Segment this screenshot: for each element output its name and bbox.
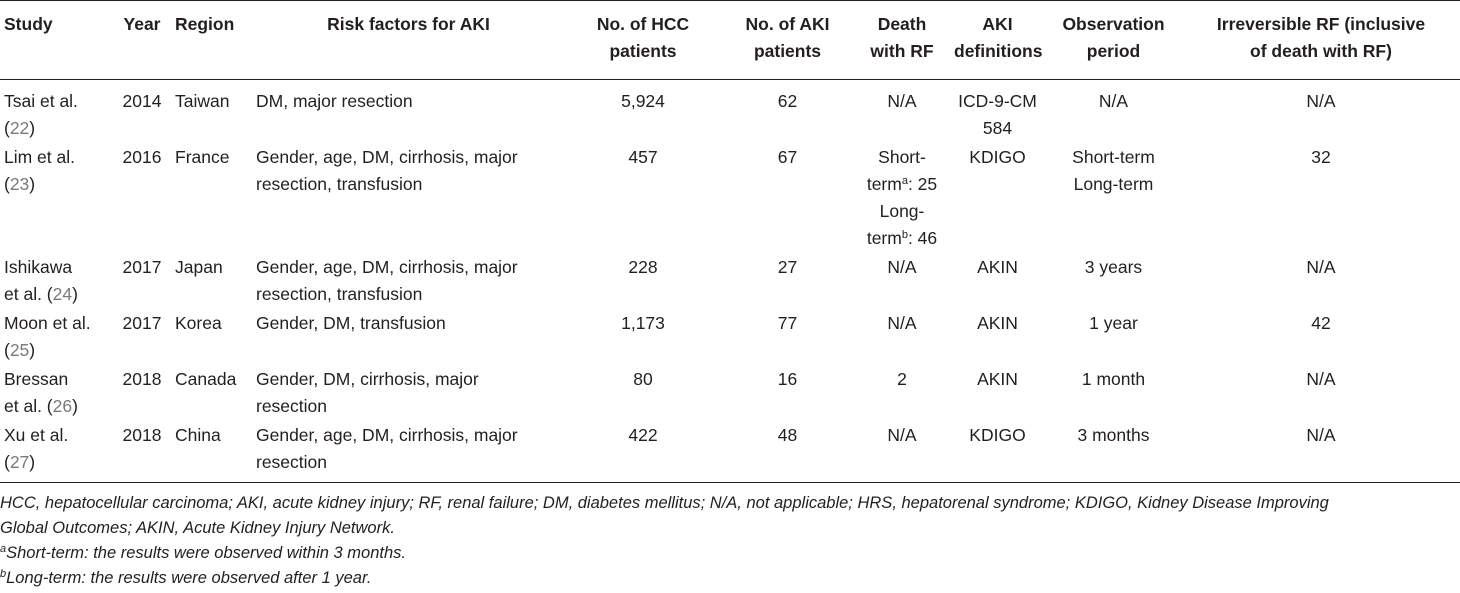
cell-aki-patients: 77 [777,313,798,333]
cell-risk-factors: DM, major resection [256,91,413,111]
cell-year: 2017 [122,313,162,333]
cell-hcc-patients: 80 [633,369,653,389]
cell-hcc-patients: 422 [565,420,721,483]
header-region: Region [171,1,252,80]
cell-hcc-patients: 5,924 [621,91,665,111]
header-row [0,1,1460,80]
cell-region: France [175,147,230,167]
cell-study: Tsai et al. (22) [4,91,78,138]
reference-link[interactable]: 27 [9,452,30,472]
table-row [0,364,1460,420]
cell-irreversible-rf: N/A [1306,91,1336,111]
cell-hcc-patients: 457 [628,147,658,167]
cell-risk-factors: Gender, DM, transfusion [256,313,446,333]
table-row [0,420,1460,483]
reference-link[interactable]: 25 [9,340,30,360]
cell-year: 2018 [113,420,171,483]
cell-aki-definition: AKIN [977,313,1018,333]
cell-death-with-rf: N/A [887,313,917,333]
header-risk-factors: Risk factors for AKI [252,1,565,80]
cell-year: 2017 [122,257,162,277]
cell-observation-period: 1 year [1089,313,1138,333]
cell-death-with-rf: 2 [897,369,907,389]
cell-observation-period: Short-term Long-term [1072,147,1155,194]
cell-death-with-rf: N/A [887,91,917,111]
cell-irreversible-rf: 32 [1311,147,1331,167]
cell-aki-patients: 27 [777,257,798,277]
header-observation-period: Observation period [1045,1,1182,80]
abbreviations-note: HCC, hepatocellular carcinoma; AKI, acute kidney injury; RF, renal failure; DM, diabetes mellitus; N/A, not applicable; HRS, hepatorenal syndrome; KDIGO, Kidney Disease Improving Global Outcomes; AKIN, Acute Kidney Injury Network. [0,494,1329,537]
table-row [0,252,1460,308]
cell-region: China [171,420,252,483]
table-row [0,80,1460,143]
cell-irreversible-rf: N/A [1306,257,1336,277]
footnote-marker-a: a [901,175,908,187]
cell-observation-period: 1 month [1081,369,1146,389]
cell-hcc-patients: 1,173 [621,313,665,333]
cell-region: Korea [175,313,222,333]
cell-death-with-rf: Short- term$^a$: 25 Long- term$^b$: 46 [866,147,938,248]
cell-region: Japan [175,257,223,277]
cell-irreversible-rf: N/A [1306,369,1336,389]
reference-link[interactable]: 23 [9,174,30,194]
cell-year: 2014 [122,91,162,111]
cell-observation-period: 3 years [1084,257,1143,277]
header-hcc-patients: No. of HCC patients [565,1,721,80]
table-footnotes [0,491,1456,591]
cell-aki-patients: 16 [777,369,798,389]
header-year: Year [113,1,171,80]
footnote-b: $^b$Long-term: the results were observed after 1 year. [0,568,372,587]
cell-risk-factors: Gender, age, DM, cirrhosis, major resection, transfusion [256,257,518,304]
header-aki-patients: No. of AKI patients [721,1,854,80]
cell-study: Ishikawa et al. (24) [4,257,78,304]
cell-death-with-rf: N/A [854,420,950,483]
cell-aki-definition: KDIGO [969,147,1026,167]
table-row [0,308,1460,364]
header-study: Study [0,1,113,80]
footnote-marker-b: b [901,229,908,241]
cell-observation-period: 3 months [1045,420,1182,483]
cell-observation-period: N/A [1098,91,1129,111]
cell-risk-factors: Gender, DM, cirrhosis, major resection [256,369,479,416]
cell-year: 2018 [122,369,162,389]
table-row [0,142,1460,252]
cell-year: 2016 [122,147,162,167]
reference-link[interactable]: 24 [52,284,73,304]
cell-study: Bressan et al. (26) [4,369,78,416]
cell-region: Canada [175,369,237,389]
cell-study: Lim et al. (23) [4,147,75,194]
cell-death-with-rf: N/A [887,257,917,277]
cell-hcc-patients: 228 [628,257,658,277]
cell-aki-definition: KDIGO [950,420,1045,483]
header-irreversible-rf: Irreversible RF (inclusive of death with RF) [1182,1,1460,80]
cell-aki-patients: 62 [777,91,798,111]
cell-region: Taiwan [175,91,230,111]
cell-aki-patients: 67 [777,147,798,167]
footnote-a: $^a$Short-term: the results were observed within 3 months. [0,543,406,562]
cell-risk-factors: Gender, age, DM, cirrhosis, major resection [252,420,565,483]
cell-aki-definition: AKIN [977,369,1018,389]
cell-study: Moon et al. (25) [4,313,91,360]
header-death-with-rf: Death with RF [854,1,950,80]
reference-link[interactable]: 26 [52,396,73,416]
cell-aki-definition: AKIN [977,257,1018,277]
cell-irreversible-rf: 42 [1311,313,1331,333]
cell-aki-definition: ICD-9-CM 584 [958,91,1037,138]
cell-risk-factors: Gender, age, DM, cirrhosis, major resection, transfusion [256,147,518,194]
cell-aki-patients: 48 [721,420,854,483]
header-aki-definitions: AKI definitions [950,1,1045,80]
reference-link[interactable]: 22 [9,118,30,138]
cell-study: Xu et al. (27) [0,420,113,483]
cell-irreversible-rf: N/A [1182,420,1460,483]
